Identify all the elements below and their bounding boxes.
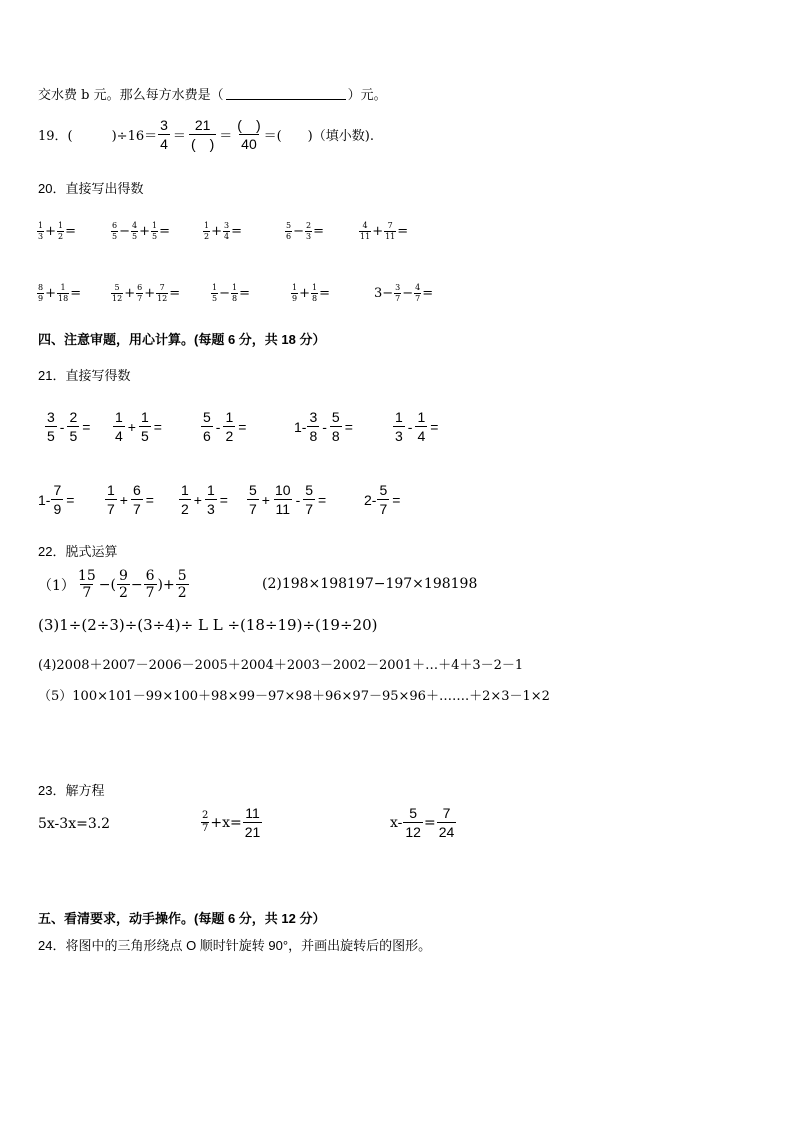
q20-row2-expr5: 3− $\frac{3}{7}$ − $\frac{4}{7}$ = xyxy=(374,283,434,303)
q21-row2-expr4: $\frac{5}{7}$ + $\frac{10}{11}$ - $\frac{5}{7}$ = xyxy=(249,482,327,517)
q21-row2-expr5: 2- $\frac{5}{7}$ = xyxy=(364,482,401,517)
q20-row2-expr1: $\frac{8}{9}$ + $\frac{1}{18}$ = xyxy=(38,283,82,303)
q21-row1-expr4: 1- $\frac{3}{8}$ - $\frac{5}{8}$ = xyxy=(294,409,353,444)
q20-row1-expr3: $\frac{1}{2}$ + $\frac{3}{4}$ = xyxy=(204,221,242,241)
q22-part3: (3)1÷(2÷3)÷(3÷4)÷ L L ÷(18÷19)÷(19÷20) xyxy=(38,616,378,634)
q19-post: ＝( )（填小数). xyxy=(263,129,374,144)
q21-row2-expr2: $\frac{1}{7}$ + $\frac{6}{7}$ = xyxy=(107,482,154,517)
q23-equation-1: 5x-3x=3.2 xyxy=(38,816,111,832)
q20-row1-expr1: $\frac{1}{3}$ + $\frac{1}{2}$ = xyxy=(38,221,76,241)
q23-title: 23．解方程 xyxy=(38,783,105,798)
q20-row2-expr2: $\frac{5}{12}$ + $\frac{6}{7}$ + $\frac{7}{12}$ = xyxy=(112,283,181,303)
section-5-heading: 五、看清要求，动手操作。(每题 6 分，共 12 分） xyxy=(38,911,326,926)
q20-row2-expr4: $\frac{1}{9}$ + $\frac{1}{8}$ = xyxy=(292,283,330,303)
q22-part2: (2)198×198197−197×198198 xyxy=(262,576,478,592)
q19-fraction-2: $\frac{21}{( )}$ xyxy=(190,117,215,152)
q21-row1-expr3: $\frac{5}{6}$ - $\frac{1}{2}$ = xyxy=(203,409,247,444)
q20-title: 20．直接写出得数 xyxy=(38,181,144,196)
q21-row1-expr5: $\frac{1}{3}$ - $\frac{1}{4}$ = xyxy=(395,409,439,444)
q21-row1-expr1: $\frac{3}{5}$ - $\frac{2}{5}$ = xyxy=(47,409,91,444)
q21-row1-expr2: $\frac{1}{4}$ + $\frac{1}{5}$ = xyxy=(115,409,162,444)
q20-row1-expr4: $\frac{5}{6}$ − $\frac{2}{3}$ = xyxy=(286,221,324,241)
q22-title: 22．脱式运算 xyxy=(38,544,118,559)
q20-row1-expr5: $\frac{4}{11}$ + $\frac{7}{11}$ = xyxy=(360,221,409,241)
q20-row2-expr3: $\frac{1}{5}$ − $\frac{1}{8}$ = xyxy=(212,283,250,303)
q22-part4: (4)2008＋2007－2006－2005＋2004＋2003－2002－2001＋…＋4＋3－2－1 xyxy=(38,658,524,673)
q20-row1-expr2: $\frac{6}{5}$ − $\frac{4}{5}$ + $\frac{1}{5}$ = xyxy=(112,221,170,241)
q21-row2-expr1: 1- $\frac{7}{9}$ = xyxy=(38,482,75,517)
q23-equation-3: x- $\frac{5}{12}$ = $\frac{7}{24}$ xyxy=(390,805,455,840)
q18-tail-line xyxy=(38,84,387,103)
q21-row2-expr3: $\frac{1}{2}$ + $\frac{1}{3}$ = xyxy=(181,482,228,517)
q18-tail-pre: 交水费 b 元。那么每方水费是（ xyxy=(38,88,224,103)
section-4-heading: 四、注意审题，用心计算。(每题 6 分，共 18 分） xyxy=(38,332,326,347)
q19-fraction-1: $\frac{3}{4}$ xyxy=(160,117,168,152)
q19-fraction-3: $\frac{( )}{40}$ xyxy=(237,117,261,152)
q18-tail-post: ）元。 xyxy=(347,88,387,103)
q24-text: 24．将图中的三角形绕点 O 顺时针旋转 90°，并画出旋转后的图形。 xyxy=(38,938,432,953)
q18-answer-blank[interactable] xyxy=(226,87,346,100)
q19-pre: 19．( )÷16＝ xyxy=(38,129,158,144)
q22-part5: （5）100×101－99×100＋98×99－97×98＋96×97－95×96＋…….＋2×3－1×2 xyxy=(38,689,550,704)
q21-title: 21．直接写得数 xyxy=(38,368,131,383)
q19-line: 19．( )÷16＝ $\frac{3}{4}$ ＝ $\frac{21}{( )}$ ＝ $\frac{( )}{40}$ ＝( )（填小数). xyxy=(38,117,374,152)
q22-part1: （1） $\frac{15}{7}$ −( $\frac{9}{2}$ − $\frac{6}{7}$ )+ $\frac{5}{2}$ xyxy=(38,568,187,601)
q23-equation-2: $\frac{2}{7}$ +x= $\frac{11}{21}$ xyxy=(202,805,261,840)
